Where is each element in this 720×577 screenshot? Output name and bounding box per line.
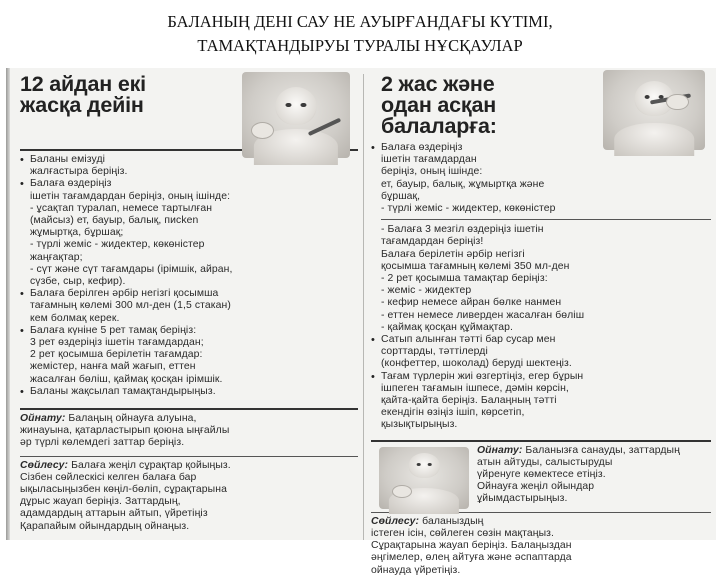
left-play-section: [20, 413, 358, 450]
text-line: - сүт және сүт тағамдары (ірімшік, айран,: [30, 263, 233, 275]
text-line: істеген ісін, сөйлеген сөзін мақтаңыз.: [371, 527, 555, 539]
text-line: қайта-қайта беріңіз. Балаңның тәтті: [381, 395, 557, 407]
text-line: - түрлі жеміс - жидектер, көкөністер: [381, 203, 556, 215]
text-line: • Балаға өздеріңіз: [30, 178, 112, 190]
right-heading-line-3: балаларға:: [381, 114, 497, 138]
text-line: ішпеген тағамын ішпесе, дәмін көрсін,: [381, 382, 569, 394]
talk-label: Сөйлесу:: [20, 459, 69, 471]
left-heading-line-2: жасқа дейін: [20, 93, 144, 117]
text-line: кем болмақ керек.: [30, 312, 120, 324]
title-line-2: ТАМАҚТАНДЫРУЫ ТУРАЛЫ НҰСҚАУЛАР: [197, 36, 523, 55]
left-bullet-list: [20, 154, 358, 398]
column-divider: [363, 74, 364, 540]
list-item: [20, 386, 358, 398]
list-item: [371, 224, 711, 334]
text-line: ұйымдастырыңыз.: [477, 493, 568, 505]
text-line: жалғастыра беріңіз.: [30, 166, 128, 178]
left-column-header: [20, 74, 358, 136]
text-line: сорттарды, тәттілерді: [381, 346, 488, 358]
text-line: қосымша тағамның көлемі 350 мл-ден: [381, 260, 570, 272]
left-column: [20, 74, 358, 540]
text-line: Ойнауға жеңіл ойындар: [477, 481, 595, 493]
text-line: Балаға берілетін әрбір негізгі: [381, 248, 525, 260]
text-line: • Балаға берілген әрбір негізгі қосымша: [30, 288, 219, 300]
text-line: дұрыс жауап беріңіз. Заттардың,: [20, 496, 181, 508]
right-column: [371, 72, 711, 576]
text-line: адамдардың аттарын айтып, үйретіңіз: [20, 508, 208, 520]
play-label: Ойнату:: [20, 413, 66, 425]
text-line: ойнауда үйретіңіз.: [371, 564, 461, 576]
list-item: [371, 142, 711, 215]
child-with-spoon-photo: [603, 70, 705, 150]
text-line: тағамның көлемі 300 мл-ден (1,5 стакан): [30, 300, 231, 312]
text-line: беріңіз, оның ішінде:: [381, 166, 483, 178]
list-item: [371, 371, 711, 432]
list-item: [20, 325, 358, 386]
left-heading-line-1: 12 айдан екі: [20, 72, 146, 96]
right-bullet-list: [371, 142, 711, 432]
text-line: тағамдардан беріңіз!: [381, 236, 484, 248]
text-line: • Балаға өздеріңіз: [381, 142, 463, 153]
text-line: жұмыртқа, бұршақ;: [30, 227, 124, 239]
text-line: ішетін тағамдардан беріңіз, оның ішінде:: [30, 190, 231, 202]
text-line: Қарапайым ойындардың ойнаңыз.: [20, 520, 190, 532]
text-line: - ұсақтап туралап, немесе тартылған: [30, 202, 213, 214]
text-line: - түрлі жеміс - жидектер, көкөністер: [30, 239, 205, 251]
text-line: (майсыз) ет, бауыр, балық, писken: [30, 215, 199, 227]
text-line: жемістер, нанға май жағып, еттен: [30, 361, 196, 373]
scan-edge: [6, 68, 10, 540]
talk-label: Сөйлесу:: [371, 515, 420, 527]
text-line: сүзбе, сыр, кефир).: [30, 276, 126, 288]
text-line: Сұрақтарына жауап беріңіз. Балаңыздан: [371, 540, 572, 552]
text-line: ет, бауыр, балық, жұмыртқа және: [381, 178, 545, 190]
text-line: • Баланы емізуді: [30, 154, 106, 165]
right-heading-line-1: 2 жас және: [381, 72, 495, 96]
right-heading-line-2: одан асқан: [381, 93, 497, 117]
right-play-section: [371, 445, 711, 506]
text-line: атын айтуды, салыстыруды: [477, 456, 613, 468]
text-line: ішетін тағамдардан: [381, 154, 477, 166]
right-column-header: [371, 72, 711, 138]
text-line: екендігін өзіңіз ішіп, көрсетіп,: [381, 407, 525, 419]
title-line-1: БАЛАНЫҢ ДЕНІ САУ НЕ АУЫРҒАНДАҒЫ КҮТІМІ,: [167, 12, 553, 31]
right-section-rule: [371, 440, 711, 442]
text-line: 2 рет қосымша берілетін тағамдар:: [30, 349, 203, 361]
text-line: Ойнату: Балаңың ойнауға алуына,: [20, 413, 197, 425]
slide-title: [0, 10, 720, 58]
text-line: • Балаға күніне 5 рет тамақ беріңіз:: [30, 324, 197, 336]
text-line: 3 рет өздеріңіз ішетін тағамдардан;: [30, 337, 204, 349]
list-item: [371, 334, 711, 371]
left-talk-section: [20, 460, 358, 533]
text-line: - кефир немесе айран бөлке нанмен: [381, 297, 562, 309]
text-line: • Баланы жақсылап тамақтандырыңыз.: [30, 385, 216, 397]
leaflet-scan: [6, 68, 716, 576]
play-label: Ойнату:: [477, 444, 523, 456]
text-line: • Сатып алынған тәтті бар сусар мен: [381, 334, 556, 346]
text-line: Сізбен сөйлескісі келген балаға бар: [20, 471, 197, 483]
toddler-eating-photo: [242, 72, 350, 158]
left-play-rule: [20, 456, 358, 457]
text-line: - жеміс - жидектер: [381, 285, 472, 297]
text-line: • Тағам түрлерін жиі өзгертіңіз, егер бұрын: [381, 370, 584, 382]
text-line: Сөйлесу: Балаға жеңіл сұрақтар қойыңыз.: [20, 459, 231, 471]
list-item: [20, 154, 358, 178]
text-line: Сөйлесу: баланыздың: [371, 515, 484, 527]
text-line: Ойнату: Баланызға санауды, заттардың: [477, 444, 680, 456]
text-line: - еттен немесе ливерден жасалған бөліш: [381, 309, 585, 321]
text-line: - қаймақ қосқан құймақтар.: [381, 321, 514, 333]
text-line: - Балаға 3 мезгіл өздеріңіз ішетін: [381, 224, 544, 236]
left-section-rule: [20, 408, 358, 410]
text-line: үйренуге көмектесе етіңіз.: [477, 469, 606, 481]
right-talk-section: [371, 516, 711, 577]
text-line: (конфеттер, шоколад) беруді шектеңіз.: [381, 358, 572, 370]
child-playing-photo: [379, 447, 469, 509]
text-line: - 2 рет қосымша тамақтар беріңіз:: [381, 273, 548, 285]
text-line: бұршақ,: [381, 190, 421, 202]
list-item: [20, 288, 358, 325]
text-line: жинауына, қатарластырып қоюна ыңғайлы: [20, 425, 230, 437]
right-list-rule: [381, 219, 711, 220]
text-line: жаңғақтар;: [30, 251, 83, 263]
text-line: ықыласыңызбен көңіл-бөліп, сұрақтарына: [20, 484, 227, 496]
text-line: әңгімелер, өлең айтуға және әспаптарда: [371, 552, 572, 564]
text-line: әр түрлі көлемдегі заттар беріңіз.: [20, 437, 185, 449]
text-line: қызықтырыңыз.: [381, 419, 458, 431]
list-item: [20, 178, 358, 288]
text-line: жасалған бөліш, қаймақ қосқан ірімшік.: [30, 373, 223, 385]
